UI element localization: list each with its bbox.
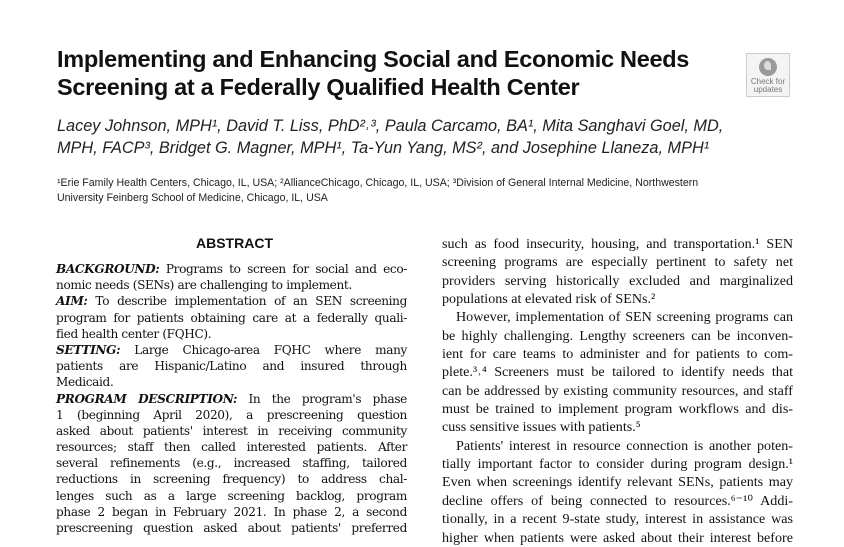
body-text-line: higher when patients were asked about their interest before <box>442 529 793 546</box>
abstract-line <box>56 326 407 342</box>
badge-text-2: updates <box>753 85 783 94</box>
abstract-line <box>56 293 407 309</box>
abstract-line-text: prescreening question asked about patients' preferred <box>56 521 407 535</box>
abstract-line-text: In the program's phase <box>237 391 407 406</box>
abstract-line-text: Medicaid. <box>56 375 114 390</box>
abstract-line <box>56 471 407 487</box>
abstract-line <box>56 439 407 455</box>
abstract-line <box>56 504 407 520</box>
abstract-line-text: lenges such as a large screening backlog, program <box>56 488 407 503</box>
body-text-line: tionally, in a recent 9-state study, interest in assistance was <box>442 511 793 528</box>
abstract-line-text: nomic needs (SENs) are challenging to implement. <box>56 278 352 293</box>
abstract-column <box>56 261 407 536</box>
abstract-line <box>56 342 407 358</box>
body-text-line: can be addressed by existing community resources, and staff <box>442 382 793 399</box>
abstract-line-text: fied health center (FQHC). <box>56 326 212 341</box>
abstract-line-text: 1 (beginning April 2020), a prescreening question <box>56 407 407 422</box>
body-text-line: be highly challenging. Lengthy screeners can be inconven- <box>442 327 793 344</box>
body-text-line: such as food insecurity, housing, and transportation.¹ SEN <box>442 236 793 252</box>
check-for-updates-badge[interactable] <box>746 53 790 97</box>
abstract-line <box>56 358 407 374</box>
abstract-line-text: Large Chicago-area FQHC where many <box>120 342 407 357</box>
check-for-updates-icon <box>759 58 777 76</box>
abstract-line-text: patients are Hispanic/Latino and insured through <box>56 359 407 374</box>
abstract-line-text: several refinements (e.g., increased staffing, tailored <box>56 456 407 471</box>
body-text-line: Patients' interest in resource connection is another poten- <box>456 437 793 454</box>
abstract-line <box>56 423 407 439</box>
abstract-line <box>56 407 407 423</box>
body-text-line: plete.³˒⁴ Screeners must be tailored to identify needs that <box>442 364 793 381</box>
abstract-line <box>56 374 407 390</box>
abstract-heading: ABSTRACT <box>196 235 273 251</box>
abstract-line <box>56 488 407 504</box>
body-text-line: ient for care teams to administer and for patients to com- <box>442 346 793 363</box>
body-text-line: decline offers of being connected to resources.⁶⁻¹⁰ Addi- <box>442 492 793 509</box>
abstract-line-text: resources; staff then called interested patients. After <box>56 440 407 455</box>
abstract-section-label: BACKGROUND: <box>56 262 160 276</box>
abstract-line <box>56 261 407 277</box>
body-text-line: cuss sensitive issues with patients.⁵ <box>442 419 641 436</box>
abstract-line-text: To describe implementation of an SEN screening <box>87 294 407 309</box>
abstract-line <box>56 455 407 471</box>
abstract-line <box>56 391 407 407</box>
abstract-line-text: program for patients obtaining care at a federally quali- <box>56 310 407 325</box>
body-text-line: screening programs are especially pertinent to safety net <box>442 254 793 271</box>
abstract-line-text: reductions in screening frequency) to address chal- <box>56 472 407 487</box>
abstract-line-text: Programs to screen for social and eco- <box>159 262 407 276</box>
abstract-line <box>56 310 407 326</box>
abstract-section-label: PROGRAM DESCRIPTION: <box>56 391 238 406</box>
body-column <box>442 235 793 547</box>
abstract-section-label: AIM: <box>56 294 88 309</box>
badge-text-1: Check for <box>750 77 786 86</box>
authors-line-1: Lacey Johnson, MPH¹, David T. Liss, PhD²˒³, Paula Carcamo, BA¹, Mita Sanghavi Goel, MD, <box>57 117 724 135</box>
body-text-line: Even when screenings identify relevant SENs, patients may <box>442 474 793 491</box>
abstract-line-text: asked about patients' interest in receiving community <box>56 423 407 438</box>
abstract-line <box>56 520 407 536</box>
abstract-line-text: phase 2 began in February 2021. In phase 2, a second <box>56 504 407 519</box>
abstract-line <box>56 277 407 293</box>
body-text-line: must be trained to implement program workflows and dis- <box>442 401 793 418</box>
affiliations-line-1: ¹Erie Family Health Centers, Chicago, IL, USA; ²AllianceChicago, Chicago, IL, USA; ³Division of General Internal Medicine, Northwestern <box>57 177 699 189</box>
body-text-line: However, implementation of SEN screening programs can <box>456 309 793 326</box>
article-title-line-2: Screening at a Federally Qualified Health Center <box>57 74 580 100</box>
body-text-line: providers serving historically excluded and marginalized <box>442 272 793 289</box>
body-text-line: tially important factor to consider during program design.¹ <box>442 456 793 473</box>
article-title-line-1: Implementing and Enhancing Social and Economic Needs <box>57 46 690 72</box>
abstract-section-label: SETTING: <box>56 342 121 357</box>
authors-line-2: MPH, FACP³, Bridget G. Magner, MPH¹, Ta-Yun Yang, MS², and Josephine Llaneza, MPH¹ <box>57 139 710 157</box>
body-text-line: populations at elevated risk of SENs.² <box>442 291 656 308</box>
affiliations-line-2: University Feinberg School of Medicine, Chicago, IL, USA <box>57 192 328 204</box>
